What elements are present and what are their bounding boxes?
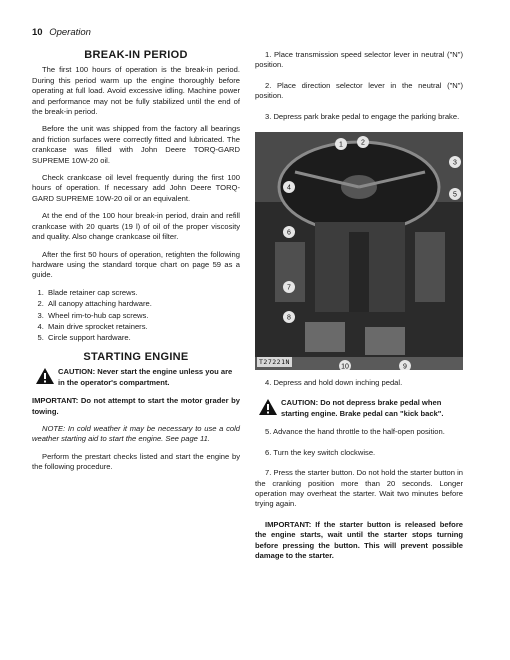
callout: 7 [287,284,291,292]
callout: 4 [287,184,291,192]
callout: 9 [403,363,407,371]
note-text: NOTE: In cold weather it may be necessary to use a cold weather starting aid to start the engine. See page 11. [32,423,240,444]
break-in-paragraph-1: The first 100 hours of operation is the break-in period. During this period warm up the engine thoroughly before operating at full load. Avoid excessive idling. Machine power and performance may not be fully stabilized until the end of the break-in period. [32,65,240,117]
controls-illustration [255,132,463,370]
callout: 5 [453,191,457,199]
step-5: 5. Advance the hand throttle to the half-open position. [265,427,445,437]
step-6: 6. Turn the key switch clockwise. [265,447,376,457]
break-in-paragraph-2: Before the unit was shipped from the factory all bearings and friction surfaces were correctly fitted and lubricated. The crankcase was filled with John Deere TORQ-GARD SUPREME 10W-20 oil. [32,124,240,165]
break-in-paragraph-3: Check crankcase oil level frequently during the first 100 hours of operation. If necessary add John Deere TORQ-GARD SUPREME 10W-20 oil or an equivalent. [32,173,240,203]
operator-controls-photo [255,132,463,370]
caution-block [255,398,463,420]
callout: 8 [287,314,291,322]
callout: 6 [287,229,291,237]
break-in-heading: BREAK-IN PERIOD [84,49,188,61]
break-in-paragraph-4: At the end of the 100 hour break-in period, drain and refill crankcase with 20 quarts (19 l) of oil of the proper viscosity and quality. Also change crankcase oil filter. [32,211,240,242]
photo-reference-label: T27221N [259,357,290,366]
step-3: 3. Depress park brake pedal to engage the parking brake. [265,111,460,121]
callout: 3 [453,159,457,167]
list-item: 3. Wheel rim-to-hub cap screws. [46,311,240,321]
page-header [32,27,91,38]
list-item: 4. Main drive sprocket retainers. [46,322,240,332]
step-1: 1. Place transmission speed selector lever in neutral ("N") position. [255,50,463,70]
right-column [255,50,463,569]
break-in-paragraph-5: After the first 50 hours of operation, retighten the following hardware using the standard torque chart on page 59 as a guide. [32,249,240,280]
important-text: IMPORTANT: If the starter button is released before the engine starts, wait until the starter stops turning before pressing the button. This will prevent possible damage to the starter. [255,519,463,561]
starting-engine-heading: STARTING ENGINE [83,350,189,363]
list-item: 1. Blade retainer cap screws. [46,288,240,298]
left-column [32,50,240,480]
callout: 2 [361,139,365,147]
caution-block [32,367,240,389]
step-4: 4. Depress and hold down inching pedal. [265,378,403,388]
callout: 10 [341,363,349,371]
list-item: 2. All canopy attaching hardware. [46,299,240,309]
important-text: IMPORTANT: Do not attempt to start the motor grader by towing. [32,396,240,416]
warning-triangle-icon [36,368,54,384]
prestart-text: Perform the prestart checks listed and start the engine by the following procedure. [32,451,240,472]
step-2: 2. Place direction selector lever in the neutral ("N") position. [255,80,463,101]
list-item: 5. Circle support hardware. [46,333,240,343]
callout: 1 [339,141,343,149]
hardware-list [32,288,240,344]
caution-text: CAUTION: Never start the engine unless you are in the operator's compartment. [58,367,233,387]
section-title: Operation [49,27,91,38]
step-7: 7. Press the starter button. Do not hold the starter button in the cranking position more than 20 seconds. Longer operation may overheat the starter. Wait two minutes before trying again. [255,468,463,509]
caution-text: CAUTION: Do not depress brake pedal when starting engine. Brake pedal can "kick back". [281,398,444,418]
page-number: 10 [32,27,43,38]
warning-triangle-icon [259,399,277,415]
